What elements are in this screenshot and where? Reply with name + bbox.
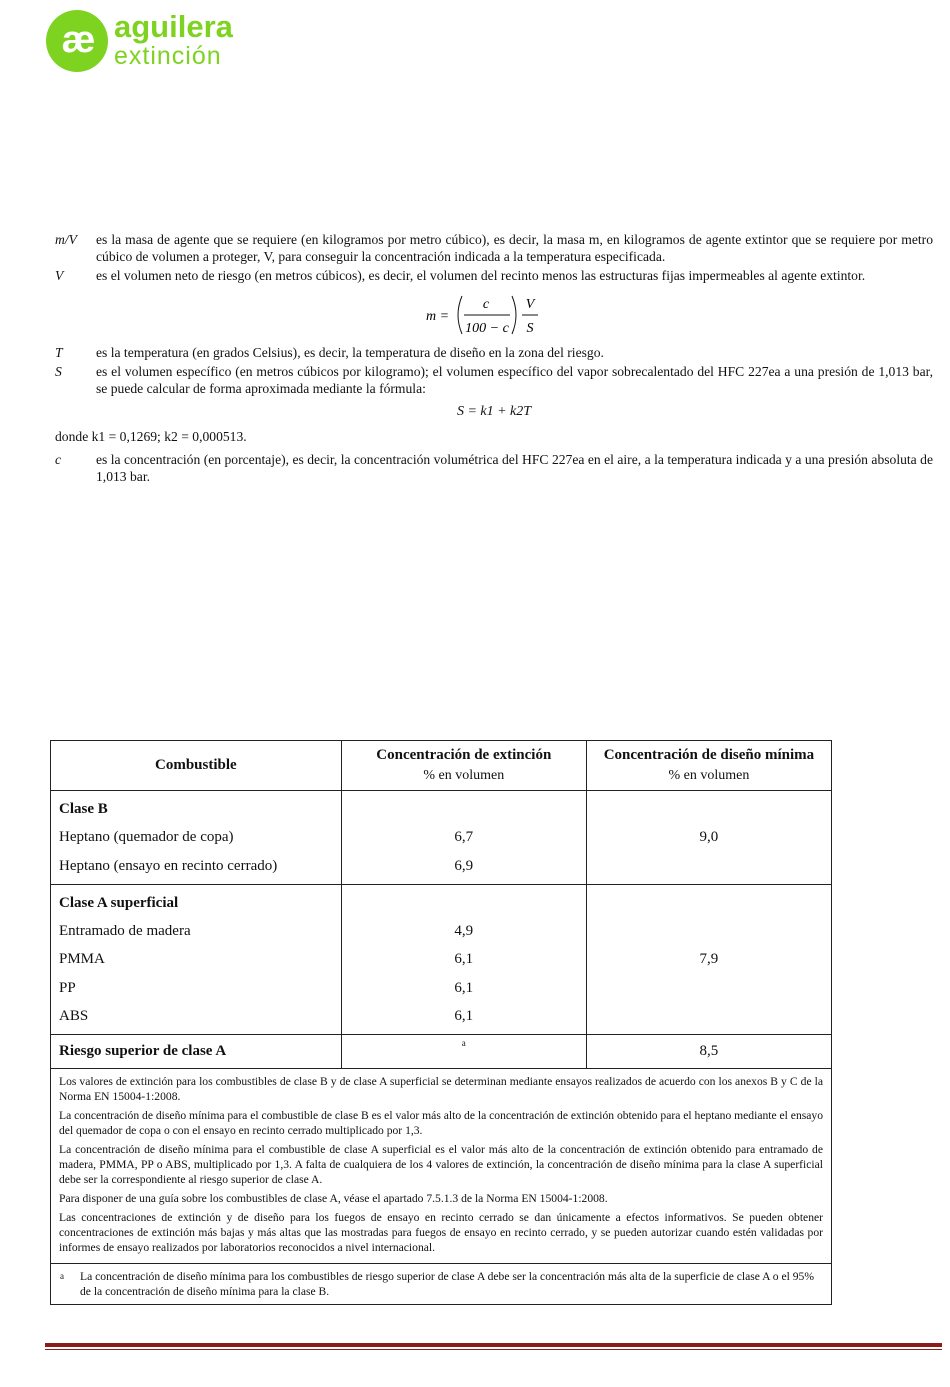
note-paragraph: La concentración de diseño mínima para el combustible de clase B es el valor más alto de la concentración de extinción obtenido para el heptano mediante el ensayo del quemador de copa o con el ensayo en recinto cerrado multiplicado por 1,3.	[59, 1108, 823, 1137]
definition-text: es la concentración (en porcentaje), es decir, la concentración volumétrica del HFC 227ea en el aire, a la temperatura indicada y a una presión absoluta de 1,013 bar.	[96, 452, 933, 484]
fuel-name: Riesgo superior de clase A	[59, 1043, 227, 1060]
header-sub: % en volumen	[423, 768, 505, 783]
ext-value: 6,9	[454, 857, 474, 874]
table-row-riesgo-superior	[51, 1035, 832, 1068]
header-combustible	[51, 741, 342, 791]
group-title: Clase B	[59, 801, 108, 817]
ext-value: 6,1	[454, 1008, 474, 1025]
definition-symbol: S	[55, 364, 62, 379]
header-title: Concentración de diseño mínima	[603, 747, 815, 763]
cell-diseno	[586, 884, 831, 1034]
note-paragraph: Para disponer de una guía sobre los combustibles de clase A, véase el apartado 7.5.1.3 de la Norma EN 15004-1:2008.	[59, 1191, 608, 1205]
header-sub: % en volumen	[668, 768, 750, 783]
definition-symbol: m/V	[55, 232, 77, 247]
footer-rule	[45, 1343, 942, 1347]
note-paragraph: Las concentraciones de extinción y de diseño para los fuegos de ensayo en recinto cerrado se dan únicamente a efectos informativos. Se pueden obtener concentraciones de extinción más bajas y más altas que las mostradas para fuegos de ensayo en recinto cerrado, y se pueden autorizar cuando estén validadas por informes de ensayo realizados por laboratorios reconocidos a nivel internacional.	[59, 1210, 823, 1254]
logo-mark: æ	[46, 10, 108, 72]
ext-value: 6,1	[454, 951, 474, 968]
fuel-name: Heptano (ensayo en recinto cerrado)	[59, 857, 278, 874]
fuel-name: Entramado de madera	[59, 923, 191, 940]
formula-mass	[55, 290, 933, 338]
footnote-text: La concentración de diseño mínima para los combustibles de riesgo superior de clase A debe ser la concentración más alta de la superficie de clase A o el 95% de la concentración de diseño mínima para la clase B.	[80, 1269, 815, 1298]
fuel-name: PP	[59, 979, 76, 996]
definition-text: es el volumen específico (en metros cúbicos por kilogramo); el volumen específico del vapor sobrecalentado del HFC 227ea a una presión de 1,013 bar, se puede calcular de forma aproximada mediante la fórmula:	[96, 364, 933, 396]
concentration-table	[50, 740, 832, 1305]
design-value: 8,5	[699, 1043, 719, 1060]
formula-num: c	[482, 297, 490, 312]
table-row-clase-b	[51, 791, 832, 885]
design-value: 7,9	[699, 951, 719, 968]
header-extincion	[341, 741, 586, 791]
header-title: Combustible	[155, 757, 237, 773]
formula-den: 100 − c	[465, 321, 509, 336]
group-title: Clase A superficial	[59, 894, 179, 911]
footnote-mark: a	[60, 1270, 64, 1281]
definitions-block	[55, 231, 933, 487]
table-header-row	[51, 741, 832, 791]
definition-symbol: T	[55, 345, 63, 360]
table-notes-row	[51, 1068, 832, 1263]
definition-c	[55, 451, 933, 485]
table-row-clase-a	[51, 884, 832, 1034]
cell-diseno	[586, 791, 831, 885]
logo-text-extincion: extinción	[114, 42, 222, 70]
formula-specific-volume: S = k1 + k2T	[456, 404, 532, 419]
logo-text-aguilera: aguilera	[114, 9, 233, 44]
ext-value: 4,9	[454, 923, 474, 940]
footnote-mark: a	[461, 1038, 466, 1049]
definition-t	[55, 344, 933, 361]
cell-extincion	[341, 884, 586, 1034]
formula-vden: S	[526, 321, 534, 336]
definition-text: es la masa de agente que se requiere (en kilogramos por metro cúbico), es decir, la masa m, en kilogramos de agente extintor que se requiere por metro cúbico de volumen a proteger, V, para conseguir la concentración indicada a la temperatura especificada.	[96, 232, 933, 264]
definition-text: es el volumen neto de riesgo (en metros cúbicos), es decir, el volumen del recinto menos las estructuras fijas impermeables al agente extintor.	[96, 268, 866, 283]
cell-combustible	[51, 884, 342, 1034]
definition-text: es la temperatura (en grados Celsius), es decir, la temperatura de diseño en la zona del riesgo.	[96, 345, 604, 360]
definition-s	[55, 363, 933, 397]
definition-v	[55, 267, 933, 284]
ext-value: 6,7	[454, 829, 474, 846]
definition-symbol: c	[55, 452, 62, 467]
table-notes	[51, 1068, 832, 1263]
definition-mv	[55, 231, 933, 265]
cell-diseno	[586, 1035, 831, 1068]
cell-combustible	[51, 1035, 342, 1068]
table-footnote	[51, 1263, 832, 1304]
formula-lhs: m =	[426, 309, 450, 324]
footer-rule-thin	[45, 1349, 942, 1350]
table-footnote-row	[51, 1263, 832, 1304]
formula-mass-svg	[424, 290, 564, 340]
cell-extincion	[341, 1035, 586, 1068]
fuel-name: Heptano (quemador de copa)	[59, 829, 234, 846]
header-title: Concentración de extinción	[376, 747, 552, 763]
formula-vnum: V	[525, 297, 535, 312]
note-paragraph: Los valores de extinción para los combustibles de clase B y de clase A superficial se determinan mediante ensayos realizados de acuerdo con los anexos B y C de la Norma EN 15004-1:2008.	[59, 1074, 823, 1103]
cell-extincion	[341, 791, 586, 885]
cell-combustible	[51, 791, 342, 885]
note-paragraph: La concentración de diseño mínima para el combustible de clase A superficial es el valor más alto de la concentración de extinción obtenido para entramado de madera, PMMA, PP o ABS, multiplicado por 1,3. A falta de cualquiera de los 4 valores de extinción, la concentración de diseño mínima para la clase A superficial debe ser la correspondiente al riesgo superior de clase A.	[59, 1142, 823, 1186]
fuel-name: ABS	[59, 1008, 89, 1025]
header-diseno	[586, 741, 831, 791]
fuel-name: PMMA	[59, 951, 105, 968]
definition-symbol: V	[55, 268, 64, 283]
design-value: 9,0	[699, 829, 719, 846]
constants-line: donde k1 = 0,1269; k2 = 0,000513.	[55, 429, 247, 444]
ext-value: 6,1	[454, 979, 474, 996]
